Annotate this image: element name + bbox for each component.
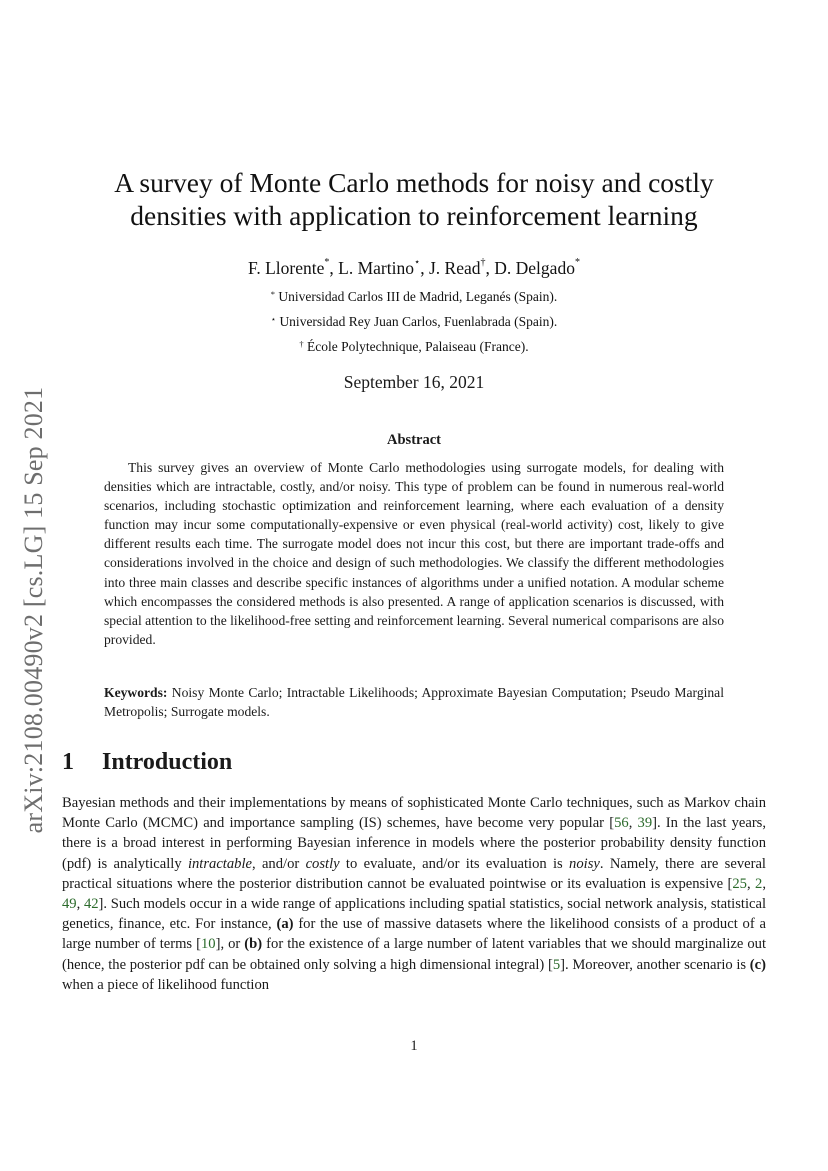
- keywords: [104, 683, 724, 721]
- abstract-body: This survey gives an overview of Monte Carlo methodologies using surrogate models, for dealing with densities which are intractable, costly, and/or noisy. This type of problem can be found in numerous real-world scenarios, including stochastic optimization and reinforcement learning, where each evaluation of a density function may incur some computationally-expensive or even physical (real-world activity) cost, likely to give different results each time. The surrogate model does not incur this cost, but there are important trade-offs and considerations involved in the choice and design of such methodologies. We classify the different methodologies into three main classes and describe specific instances of algorithms under a unified notation. A modular scheme which encompasses the considered methods is also presented. A range of application scenarios is discussed, with special attention to the likelihood-free setting and reinforcement learning. Several numerical comparisons are also provided.: [104, 460, 724, 647]
- intro-text: for the use of massive datasets where the likelihood consists of a product of a large number of terms [: [62, 916, 766, 953]
- intro-text: ]. Such models occur in a wide range of applications including spatial statistics, social network analysis, statistical genetics, finance, etc. For instance,: [62, 896, 767, 933]
- intro-text: for the existence of a large number of latent variables that we should marginalize out (hence, the posterior pdf can be obtained only solving a high dimensional integral) [: [62, 936, 766, 973]
- paper-title: [60, 166, 768, 232]
- citation-link[interactable]: 25: [732, 875, 747, 892]
- intro-text: ,: [628, 815, 638, 832]
- affiliation-text: Universidad Rey Juan Carlos, Fuenlabrada (Spain).: [279, 314, 558, 329]
- intro-text: , and/or: [251, 855, 306, 872]
- author-name: J. Read: [428, 258, 481, 278]
- author-name: F. Llorente: [248, 258, 325, 278]
- citation-link[interactable]: 49: [62, 896, 77, 913]
- intro-text: ]. In the last years, there is a broad interest in performing Bayesian inference in models where the posterior probability density function (pdf) is analytically: [62, 815, 767, 872]
- affiliation-text: École Polytechnique, Palaiseau (France).: [307, 339, 529, 354]
- author-mark: *: [324, 257, 330, 268]
- bold-marker: (b): [244, 936, 263, 953]
- affiliation-line: [60, 314, 768, 330]
- arxiv-id: arXiv:2108.00490v2 [cs.LG] 15 Sep 2021: [19, 386, 48, 834]
- citation-link[interactable]: 56: [614, 815, 629, 832]
- author-name: L. Martino: [338, 258, 414, 278]
- title-line-1: A survey of Monte Carlo methods for noisy and costly: [114, 167, 714, 198]
- intro-text: ,: [746, 875, 756, 892]
- emphasis-text: noisy: [569, 855, 600, 872]
- paper-date: September 16, 2021: [343, 372, 485, 392]
- intro-paragraph: [62, 793, 766, 995]
- author-list: F. Llorente*, L. Martino⋆, J. Read†, D. Delgado*: [248, 257, 580, 278]
- affiliation-mark: †: [299, 339, 304, 349]
- author-name: D. Delgado: [494, 258, 575, 278]
- title-line-2: densities with application to reinforcement learning: [130, 200, 698, 231]
- citation-link[interactable]: 5: [552, 956, 561, 973]
- author-mark: †: [480, 257, 486, 268]
- intro-text: ], or: [215, 936, 245, 953]
- intro-text: ,: [762, 875, 766, 892]
- intro-text: to evaluate, and/or its evaluation is: [339, 855, 570, 872]
- citation-link[interactable]: 42: [83, 896, 99, 913]
- page-number: 1: [410, 1038, 418, 1054]
- intro-text: ,: [76, 896, 84, 913]
- affiliation-mark: ⋆: [270, 314, 277, 324]
- intro-text: ]. Moreover, another scenario is: [560, 956, 750, 973]
- abstract-heading: Abstract: [387, 432, 441, 448]
- emphasis-text: costly: [305, 855, 340, 872]
- citation-link[interactable]: 39: [637, 815, 653, 832]
- keywords-text: Noisy Monte Carlo; Intractable Likelihoods; Approximate Bayesian Computation; Pseudo Marginal Metropolis; Surrogate models.: [104, 685, 724, 720]
- section-number: 1: [62, 749, 74, 775]
- section-heading: [62, 749, 232, 776]
- section-title: Introduction: [102, 749, 233, 775]
- intro-text: when a piece of likelihood function: [62, 976, 270, 993]
- citation-link[interactable]: 10: [201, 936, 216, 953]
- affiliation-text: Universidad Carlos III de Madrid, Leganés (Spain).: [278, 289, 558, 304]
- affiliation-line: [60, 339, 768, 355]
- affiliation-line: [60, 289, 768, 305]
- citation-link[interactable]: 2: [755, 875, 763, 892]
- affiliation-mark: *: [270, 289, 275, 299]
- bold-marker: (c): [749, 956, 766, 973]
- emphasis-text: intractable: [187, 855, 252, 872]
- author-mark: *: [574, 257, 580, 268]
- intro-text: . Namely, there are several practical situations where the posterior distribution cannot be evaluated pointwise or its evaluation is expensive [: [62, 855, 766, 892]
- keywords-label: Keywords:: [104, 685, 168, 700]
- author-mark: ⋆: [413, 257, 421, 268]
- arxiv-sidebar-stamp: [14, 370, 54, 850]
- bold-marker: (a): [276, 916, 294, 933]
- intro-text: Bayesian methods and their implementations by means of sophisticated Monte Carlo techniques, such as Markov chain Monte Carlo (MCMC) and importance sampling (IS) schemes, have become very popular [: [62, 795, 766, 832]
